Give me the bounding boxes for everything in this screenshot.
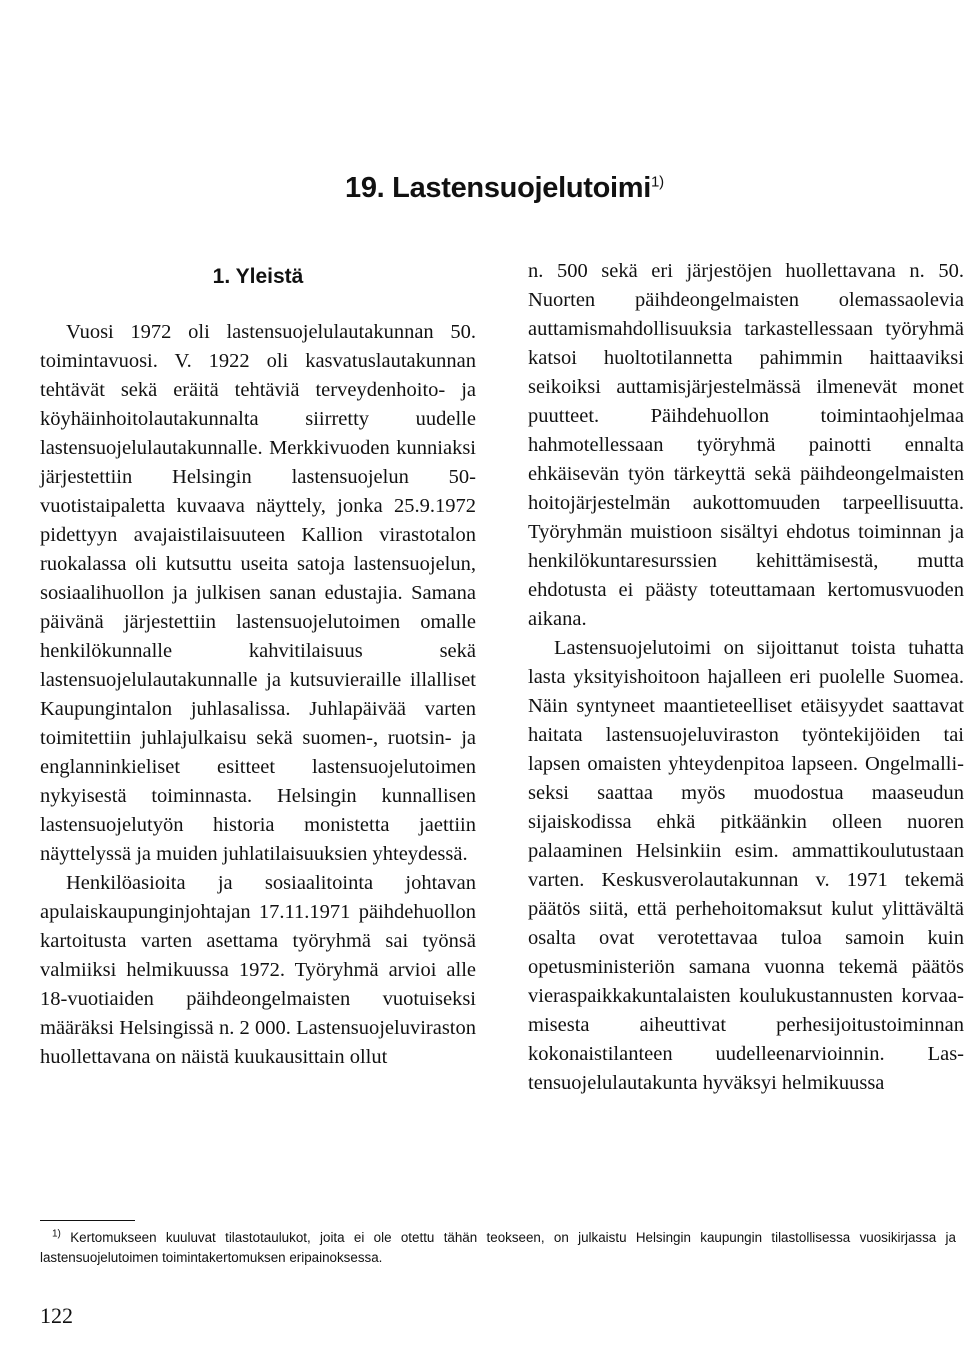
- section-heading: 1. Yleistä: [212, 265, 304, 288]
- right-paragraph-2: Lastensuojelutoimi on sijoittanut toista tuhatta lasta yksityishoitoon hajalleen eri puolelle Suomea. Näin syntyneet maantieteelliset etäisyydet saattavat haitata lastensuojeluviraston työntekijöiden tai lapsen omaisten yhteydenpitoa lapseen. Ongelmalliseksi saattaa myös muodostua maaseudun sijaiskodissa ehkä pitkäänkin olleen nuoren palaaminen Helsinkiin esim. ammattikoulutustaan varten. Keskusverolautakunnan v. 1971 tekemä päätös siitä, että perhehoitomaksut kulut ylittävältä osalta ovat verotettavaa tuloa samoin kuin opetusministeriön samana vuonna tekemä päätös vieraspaikkakuntalaisten koulukustannusten korvaamisesta aiheuttivat perhesijoitustoiminnan kokonaistilanteen uudelleenarvioinnin. Lastensuojelulautakunta hyväksyi helmikuussa: [528, 637, 964, 1094]
- page-number: 122: [40, 1303, 73, 1328]
- footnote-marker: 1): [52, 1228, 61, 1240]
- chapter-title-text: 19. Lastensuojelutoimi: [345, 172, 652, 204]
- left-paragraph-1: Vuosi 1972 oli lastensuojelulautakunnan 50. toimintavuosi. V. 1922 oli kasvatuslautakunnan tehtävät sekä eräitä tehtäviä terveydenhoito- ja köyhäinhoitolautakunnalta siirretty uudelle lastensuojelulautakunnalle. Merkkivuoden kunniaksi järjestettiin Helsingin lastensuojelun 50-vuotistaipaletta kuvaava näyttely, jonka 25.9.1972 pidettyyn avajaistilaisuuteen Kallion virastotalon ruokalassa oli kutsuttu useita satoja lastensuojelun, sosiaalihuollon ja julkisen sanan edustajia. Samana päivänä järjestettiin lastensuojelutoimen omalle henkilökunnalle kahvitilaisuus sekä lastensuojelulautakunnalle ja kutsuvieraille illalliset Kaupungintalon juhlasalissa. Juhlapäivää varten toimitettiin juhlajulkaisu sekä suomen-, ruotsin- ja englanninkieliset esitteet lastensuojelutoimen nykyisestä toiminnasta. Helsingin kunnallisen lastensuojelutyön historia monistetta jaettiin näyttelyssä ja muiden juhlatilaisuuksien yhteydessä.: [40, 321, 476, 865]
- chapter-title: [345, 172, 664, 205]
- right-column: [528, 257, 964, 1098]
- right-paragraph-1: n. 500 sekä eri järjestöjen huollettavana n. 50. Nuorten päihdeongelmaisten olemassaolevia auttamismahdollisuuksia tarkastellessaan työryhmä katsoi huoltotilannetta pahimmin haittaaviksi seikoiksi auttamisjärjestelmässä ilmenevät monet puutteet. Päihdehuollon toimintaohjelmaa hahmotellessaan työryhmä painotti ennalta ehkäisevän työn tärkeyttä sekä päihdeongelmaisten hoitojärjestelmän aukottomuuden tarpeellisuutta. Työryhmän muistioon sisältyi ehdotus toiminnan ja henkilökuntaresurssien kehittämisestä, mutta ehdotusta ei päästy toteuttamaan kertomusvuoden aikana.: [528, 260, 964, 630]
- footnote: [40, 1228, 956, 1268]
- chapter-footnote-marker: 1): [651, 173, 664, 191]
- left-paragraph-2: Henkilöasioita ja sosiaalitointa johtavan apulaiskaupunginjohtajan 17.11.1971 päihdehuollon kartoitusta varten asettama työryhmä sai työnsä valmiiksi helmikuussa 1972. Työryhmä arvioi alle 18-vuotiaiden päihdeongelmaisten vuotuiseksi määräksi Helsingissä n. 2 000. Lastensuojeluviraston huollettavana on näistä kuukausittain ollut: [40, 872, 476, 1068]
- left-column: [40, 318, 476, 1072]
- footnote-text: Kertomukseen kuuluvat tilastotaulukot, joita ei ole otettu tähän teokseen, on julkaistu Helsingin kaupungin tilastollisessa vuosikirjassa ja lastensuojelutoimen toimintakertomuksen eripainoksessa.: [40, 1230, 956, 1265]
- footnote-divider: [40, 1220, 135, 1221]
